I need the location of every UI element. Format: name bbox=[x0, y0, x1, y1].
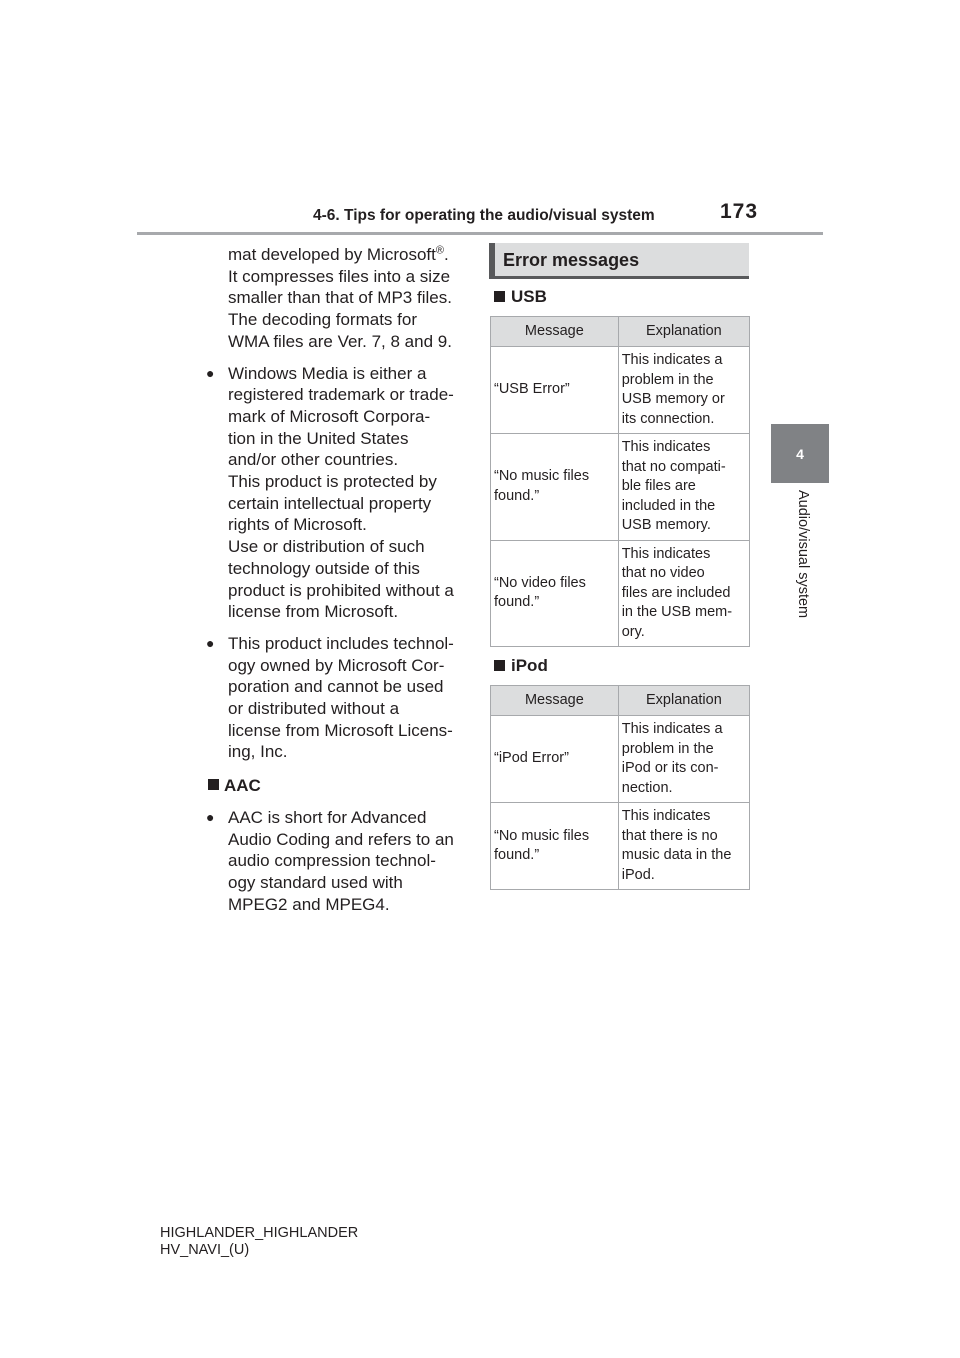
cell-line: ory. bbox=[621, 623, 645, 640]
error-messages-heading: Error messages bbox=[489, 243, 749, 279]
chapter-label: Audio/visual system bbox=[795, 490, 811, 619]
bullet-line: registered trademark or trade- bbox=[228, 385, 454, 405]
col-message: Message bbox=[491, 317, 619, 347]
cell-line: This indicates a bbox=[621, 352, 723, 368]
wma-line-1-text: mat developed by Microsoft bbox=[228, 245, 436, 264]
message-cell bbox=[491, 716, 619, 803]
cell-line: found.” bbox=[494, 487, 540, 504]
wma-line: The decoding formats for bbox=[228, 310, 417, 330]
section-title: 4-6. Tips for operating the audio/visual system bbox=[313, 207, 655, 224]
bullet-windows-media bbox=[206, 363, 472, 623]
cell-line: that no video bbox=[621, 565, 705, 581]
message-cell bbox=[491, 540, 619, 647]
cell-line: iPod or its con- bbox=[621, 760, 719, 776]
cell-line: problem in the bbox=[621, 371, 714, 388]
chapter-tab: 4 bbox=[771, 424, 829, 483]
cell-line: iPod. bbox=[621, 866, 655, 883]
cell-line: in the USB mem- bbox=[621, 604, 733, 620]
bullet-line: ogy standard used with bbox=[228, 872, 403, 892]
square-bullet-icon bbox=[494, 660, 505, 671]
col-message: Message bbox=[491, 686, 619, 716]
square-bullet-icon bbox=[208, 779, 219, 790]
cell-line: that there is no bbox=[621, 827, 718, 844]
bullet-line: ing, Inc. bbox=[228, 742, 288, 762]
cell-line: “iPod Error” bbox=[494, 750, 569, 767]
usb-heading bbox=[494, 287, 547, 307]
ipod-heading bbox=[494, 656, 548, 676]
table-row bbox=[491, 803, 750, 890]
table-row bbox=[491, 347, 750, 434]
cell-line: problem in the bbox=[621, 740, 714, 757]
bullet-line: MPEG2 and MPEG4. bbox=[228, 894, 390, 914]
bullet-line: ● This product includes technol- bbox=[228, 633, 454, 653]
footer-line: HV_NAVI_(U) bbox=[160, 1242, 250, 1258]
message-cell bbox=[491, 434, 619, 541]
bullet-line: This product is protected by bbox=[228, 472, 437, 492]
cell-line: This indicates bbox=[621, 439, 711, 455]
cell-line: found.” bbox=[494, 847, 540, 863]
cell-line: “No video files bbox=[494, 574, 586, 591]
explanation-cell bbox=[618, 540, 749, 647]
cell-line: “No music files bbox=[494, 827, 590, 844]
cell-line: its connection. bbox=[621, 410, 715, 427]
explanation-cell bbox=[618, 803, 749, 890]
cell-line: ble files are bbox=[621, 478, 696, 494]
footer-line: HIGHLANDER_HIGHLANDER bbox=[160, 1225, 359, 1241]
col-explanation: Explanation bbox=[618, 686, 749, 716]
bullet-line: mark of Microsoft Corpora- bbox=[228, 406, 431, 426]
bullet-line: poration and cannot be used bbox=[228, 677, 444, 697]
square-bullet-icon bbox=[494, 291, 505, 302]
table-row bbox=[491, 716, 750, 803]
bullet-line: technology outside of this bbox=[228, 558, 420, 578]
cell-line: This indicates bbox=[621, 545, 711, 562]
bullet-line: ogy owned by Microsoft Cor- bbox=[228, 655, 445, 675]
wma-line: WMA files are Ver. 7, 8 and 9. bbox=[228, 331, 452, 351]
wma-line-1 bbox=[228, 244, 472, 266]
bullet-line: product is prohibited without a bbox=[228, 580, 454, 600]
table-row bbox=[491, 540, 750, 647]
table-header-row bbox=[491, 686, 750, 716]
col-explanation: Explanation bbox=[618, 317, 749, 347]
bullet-line: license from Microsoft. bbox=[228, 602, 399, 622]
ipod-error-table bbox=[490, 685, 750, 890]
cell-line: files are included bbox=[621, 584, 731, 601]
header-divider bbox=[137, 232, 823, 235]
cell-line: nection. bbox=[621, 779, 673, 796]
explanation-cell bbox=[618, 434, 749, 541]
bullet-line: or distributed without a bbox=[228, 699, 400, 719]
explanation-cell bbox=[618, 716, 749, 803]
bullet-line: audio compression technol- bbox=[228, 851, 436, 871]
bullet-line: and/or other countries. bbox=[228, 450, 399, 470]
cell-line: “No music files bbox=[494, 468, 590, 485]
message-cell bbox=[491, 803, 619, 890]
cell-line: USB memory or bbox=[621, 391, 725, 407]
bullet-line: Audio Coding and refers to an bbox=[228, 829, 454, 849]
table-row bbox=[491, 434, 750, 541]
cell-line: found.” bbox=[494, 594, 540, 611]
table-header-row bbox=[491, 317, 750, 347]
bullet-line: ● AAC is short for Advanced bbox=[228, 807, 427, 827]
bullet-line: license from Microsoft Licens- bbox=[228, 720, 453, 740]
cell-line: “USB Error” bbox=[494, 381, 570, 398]
aac-heading bbox=[206, 775, 472, 797]
explanation-cell bbox=[618, 347, 749, 434]
footer-model-code bbox=[160, 1225, 358, 1259]
message-cell bbox=[491, 347, 619, 434]
aac-heading-text: AAC bbox=[224, 776, 261, 796]
wma-line: smaller than that of MP3 files. bbox=[228, 288, 452, 308]
usb-heading-text: USB bbox=[511, 287, 547, 306]
usb-error-table bbox=[490, 316, 750, 647]
bullet-line: rights of Microsoft. bbox=[228, 515, 367, 535]
cell-line: that no compati- bbox=[621, 458, 726, 475]
cell-line: This indicates bbox=[621, 808, 711, 824]
bullet-line: ● Windows Media is either a bbox=[228, 363, 427, 383]
bullet-line: tion in the United States bbox=[228, 428, 409, 448]
registered-mark: ® bbox=[435, 244, 444, 257]
page-number: 173 bbox=[720, 200, 759, 223]
cell-line: music data in the bbox=[621, 847, 732, 863]
bullet-line: certain intellectual property bbox=[228, 493, 432, 513]
bullet-microsoft-technology bbox=[206, 633, 472, 763]
left-column bbox=[206, 238, 472, 925]
cell-line: USB memory. bbox=[621, 517, 711, 533]
bullet-aac bbox=[206, 807, 472, 916]
bullet-line: Use or distribution of such bbox=[228, 537, 425, 557]
cell-line: included in the bbox=[621, 497, 716, 514]
wma-paragraph bbox=[206, 244, 472, 353]
wma-line: It compresses files into a size bbox=[228, 266, 451, 286]
wma-line-1-end: . bbox=[444, 245, 449, 264]
ipod-heading-text: iPod bbox=[511, 656, 548, 675]
cell-line: This indicates a bbox=[621, 721, 723, 737]
